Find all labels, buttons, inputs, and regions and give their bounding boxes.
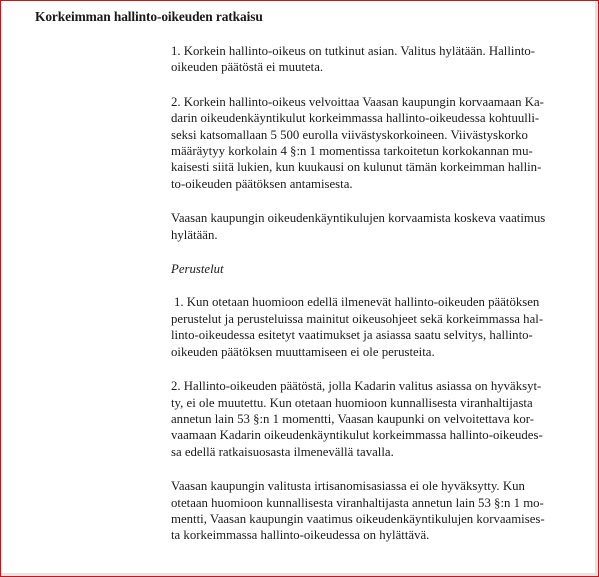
text-line: Vaasan kaupungin oikeudenkäyntikulujen korvaamista koskeva vaatimus: [171, 211, 546, 226]
text-line: määräytyy korkolain 4 §:n 1 momentissa tarkoitetun korkokannan mu-: [171, 144, 533, 159]
text-line: vaamaan Kadarin oikeudenkäyntikulut korkeimmassa hallinto-oikeudes-: [171, 428, 543, 443]
text-line: otetaan huomioon kunnallisesta viranhaltijasta annetun lain 53 §:n 1 mo-: [171, 495, 544, 510]
text-line: darin oikeudenkäyntikulut korkeimmassa hallinto-oikeudessa kohtuulli-: [171, 111, 540, 126]
text-line: 2. Korkein hallinto-oikeus velvoittaa Vaasan kaupungin korvaamaan Ka-: [171, 94, 544, 109]
decision-paragraph-1: [171, 43, 571, 76]
text-line: sa edellä ratkaisuosasta ilmenevällä tavalla.: [171, 444, 394, 459]
text-line: annetun lain 53 §:n 1 momentti, Vaasan kaupunki on velvoitettava kor-: [171, 411, 535, 426]
text-line: oikeuden päätöksen muuttamiseen ei ole perusteita.: [171, 344, 435, 359]
text-line: oikeuden päätöstä ei muuteta.: [171, 60, 324, 75]
text-line: Vaasan kaupungin valitusta irtisanomisasiassa ei ole hyväksytty. Kun: [171, 479, 525, 494]
text-line: to-oikeuden päätöksen antamisesta.: [171, 176, 353, 191]
text-line: 2. Hallinto-oikeuden päätöstä, jolla Kadarin valitus asiassa on hyväksyt-: [171, 379, 542, 394]
decision-paragraph-2: [171, 94, 571, 192]
decision-paragraph-3: [171, 210, 571, 243]
page-edge-shadow: [595, 1, 598, 576]
reasons-subheading: Perustelut: [171, 262, 224, 277]
text-line: seksi katsomallaan 5 500 eurolla viivästyskorkoineen. Viivästyskorko: [171, 127, 528, 142]
text-line: ty, ei ole muutettu. Kun otetaan huomioon kunnallisesta viranhaltijasta: [171, 395, 533, 410]
reasons-paragraph-2: [171, 378, 571, 460]
text-line: 1. Kun otetaan huomioon edellä ilmenevät hallinto-oikeuden päätöksen: [174, 295, 540, 310]
text-line: hylätään.: [171, 227, 218, 242]
decision-body: [171, 43, 571, 562]
text-line: kaisesti siitä lukien, kun kuukausi on kulunut tämän korkeimman hallin-: [171, 160, 542, 175]
text-line: ta korkeimmassa hallinto-oikeudessa on hylättävä.: [171, 528, 430, 543]
reasons-paragraph-1: [171, 294, 571, 360]
text-line: linto-oikeudessa esitetyt vaatimukset ja asiassa saatu selvitys, hallinto-: [171, 328, 533, 343]
decision-heading: Korkeimman hallinto-oikeuden ratkaisu: [35, 9, 263, 24]
text-line: perustelut ja perusteluissa mainitut oikeusohjeet sekä korkeimmassa hal-: [171, 311, 544, 326]
text-line: mentti, Vaasan kaupungin vaatimus oikeudenkäyntikulujen korvaamises-: [171, 511, 545, 526]
reasons-paragraph-3: [171, 478, 571, 544]
text-line: 1. Korkein hallinto-oikeus on tutkinut asian. Valitus hylätään. Hallinto-: [171, 44, 536, 58]
page-edge-shadow: [1, 573, 598, 576]
